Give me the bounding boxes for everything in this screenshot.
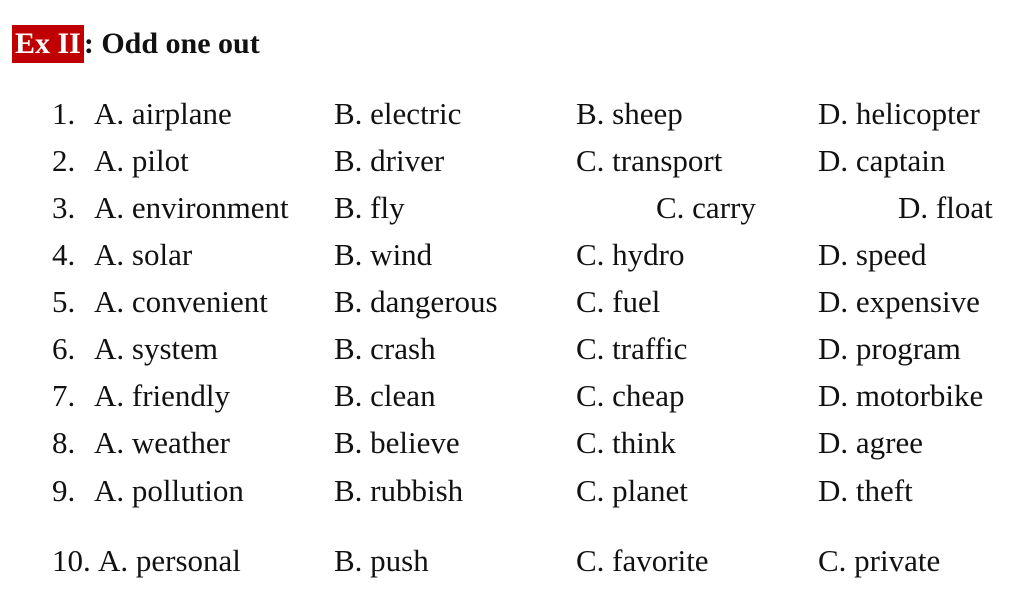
option-d: D. helicopter [818, 96, 980, 131]
option-a: A. convenient [94, 284, 268, 319]
question-number: 4. [52, 237, 76, 272]
question-number: 9. [52, 473, 76, 508]
question-row-6 [0, 327, 1024, 371]
option-d: C. private [818, 543, 941, 578]
option-c: C. carry [656, 190, 756, 225]
option-b: B. believe [334, 425, 460, 460]
option-d: D. program [818, 331, 961, 366]
option-d: D. agree [818, 425, 923, 460]
option-a: A. friendly [94, 378, 231, 413]
option-a: A. system [94, 331, 218, 366]
option-c: C. cheap [576, 378, 685, 413]
option-d: D. float [898, 190, 993, 225]
question-number: 2. [52, 143, 76, 178]
option-d: D. captain [818, 143, 946, 178]
option-c: C. fuel [576, 284, 661, 319]
option-d: D. motorbike [818, 378, 984, 413]
exercise-heading [12, 24, 260, 64]
question-row-5 [0, 280, 1024, 324]
option-d: D. theft [818, 473, 913, 508]
question-row-1 [0, 92, 1024, 136]
question-row-9 [0, 469, 1024, 513]
option-c: C. transport [576, 143, 723, 178]
question-number: 1. [52, 96, 76, 131]
option-b: B. electric [334, 96, 462, 131]
option-b: B. driver [334, 143, 445, 178]
question-row-7 [0, 374, 1024, 418]
exercise-badge: Ex II [12, 25, 84, 63]
option-c: B. sheep [576, 96, 683, 131]
question-number: 3. [52, 190, 76, 225]
question-number: 8. [52, 425, 76, 460]
option-a: A. weather [94, 425, 230, 460]
option-c: C. think [576, 425, 676, 460]
option-b: B. dangerous [334, 284, 498, 319]
option-c: C. hydro [576, 237, 685, 272]
option-d: D. expensive [818, 284, 980, 319]
option-c: C. planet [576, 473, 688, 508]
option-b: B. wind [334, 237, 433, 272]
question-number: 6. [52, 331, 76, 366]
question-number: 5. [52, 284, 76, 319]
question-row-8 [0, 421, 1024, 465]
option-a: A. environment [94, 190, 289, 225]
question-row-10 [0, 539, 1024, 583]
option-a: A. personal [98, 543, 241, 578]
option-b: B. crash [334, 331, 436, 366]
option-a: A. airplane [94, 96, 232, 131]
option-d: D. speed [818, 237, 927, 272]
question-number: 10. [52, 543, 91, 578]
option-a: A. solar [94, 237, 193, 272]
option-b: B. rubbish [334, 473, 464, 508]
question-row-4 [0, 233, 1024, 277]
exercise-title: : Odd one out [83, 27, 260, 60]
question-row-2 [0, 139, 1024, 183]
option-c: C. favorite [576, 543, 709, 578]
option-b: B. fly [334, 190, 405, 225]
question-row-3 [0, 186, 1024, 230]
option-a: A. pollution [94, 473, 244, 508]
question-number: 7. [52, 378, 76, 413]
option-c: C. traffic [576, 331, 688, 366]
option-b: B. push [334, 543, 429, 578]
option-b: B. clean [334, 378, 436, 413]
option-a: A. pilot [94, 143, 189, 178]
